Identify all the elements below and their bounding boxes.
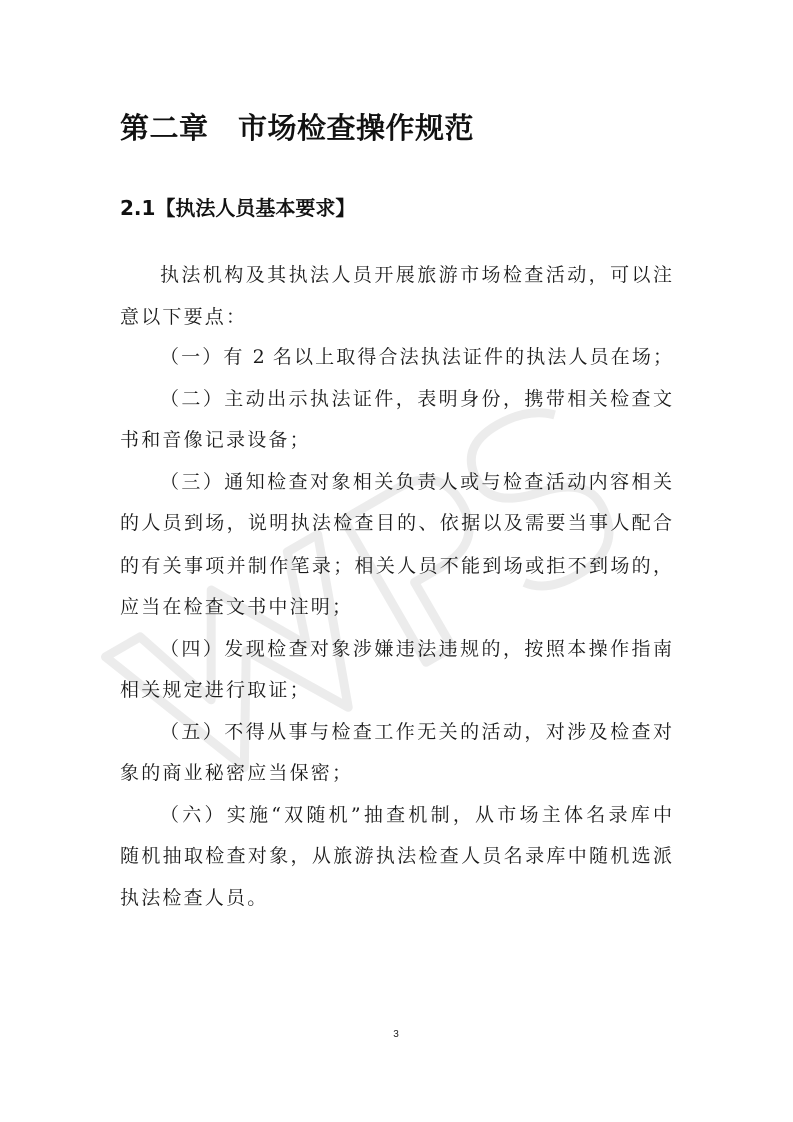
paragraph-line: （五）不得从事与检查工作无关的活动，对涉及检查对 — [160, 721, 672, 743]
paragraph-line: （二）主动出示执法证件，表明身份，携带相关检查文 — [160, 388, 672, 410]
paragraph-line: （一）有 2 名以上取得合法执法证件的执法人员在场； — [160, 346, 672, 368]
paragraph-line: （四）发现检查对象涉嫌违法违规的，按照本操作指南 — [160, 638, 672, 660]
paragraph-line: （三）通知检查对象相关负责人或与检查活动内容相关 — [160, 471, 672, 493]
paragraph-line: 象的商业秘密应当保密； — [120, 762, 354, 784]
page-number: 3 — [393, 1029, 399, 1040]
paragraph-line: 应当在检查文书中注明； — [120, 596, 354, 618]
paragraph-line: （六）实施“双随机”抽查机制，从市场主体名录库中 — [160, 804, 672, 826]
paragraph-line: 随机抽取检查对象，从旅游执法检查人员名录库中随机选派 — [120, 845, 672, 867]
paragraph-line: 意以下要点： — [120, 306, 248, 328]
paragraph-line: 的有关事项并制作笔录；相关人员不能到场或拒不到场的， — [120, 555, 672, 577]
paragraph-line: 相关规定进行取证； — [120, 679, 311, 701]
section-heading: 2.1【执法人员基本要求】 — [120, 196, 356, 220]
paragraph-line: 的人员到场，说明执法检查目的、依据以及需要当事人配合 — [120, 512, 672, 534]
paragraph-line: 书和音像记录设备； — [120, 429, 311, 451]
paragraph-line: 执法机构及其执法人员开展旅游市场检查活动，可以注 — [160, 264, 672, 286]
paragraph-line: 执法检查人员。 — [120, 887, 269, 909]
chapter-title: 第二章 市场检查操作规范 — [120, 111, 475, 145]
